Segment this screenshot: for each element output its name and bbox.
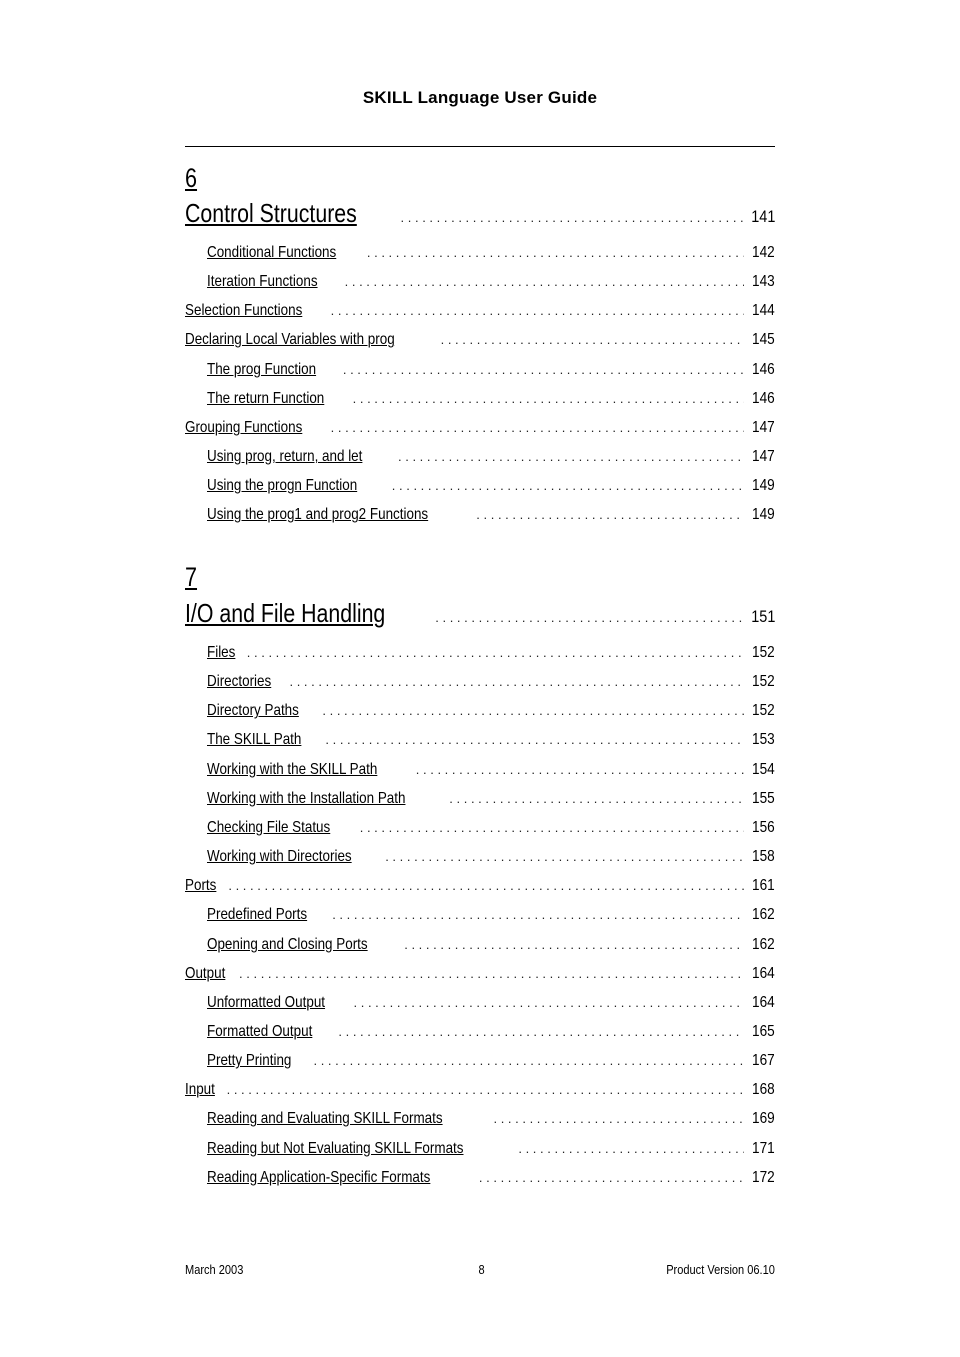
toc-entry-link[interactable]: Ports <box>185 877 217 895</box>
toc-entry-page-number: 164 <box>752 964 775 982</box>
toc-entry-link[interactable]: Working with the Installation Path <box>207 789 406 807</box>
footer-date: March 2003 <box>185 1262 244 1277</box>
toc-entry-page-number: 171 <box>752 1139 775 1157</box>
dot-leader <box>479 1170 744 1185</box>
toc-entry-page-number: 145 <box>752 331 775 349</box>
toc-entry[interactable] <box>185 1081 775 1099</box>
toc-entry-page-number: 152 <box>752 702 775 720</box>
toc-entry[interactable] <box>207 819 775 837</box>
toc-entry[interactable] <box>185 965 775 983</box>
dot-leader <box>331 303 745 318</box>
dot-leader <box>367 245 744 260</box>
dot-leader <box>247 645 745 660</box>
toc-entry[interactable] <box>207 1140 775 1158</box>
footer-product-version: Product Version 06.10 <box>666 1262 775 1277</box>
toc-entry-page-number: 169 <box>752 1110 775 1128</box>
page-header-title: SKILL Language User Guide <box>362 88 598 107</box>
toc-entry[interactable] <box>207 790 775 808</box>
toc-entry-page-number: 165 <box>752 1022 775 1040</box>
toc-entry-link[interactable]: Pretty Printing <box>207 1052 292 1070</box>
toc-entry-page-number: 146 <box>752 389 775 407</box>
toc-entry[interactable] <box>207 448 775 466</box>
toc-entry-page-number: 154 <box>752 760 775 778</box>
toc-entry[interactable] <box>207 906 775 924</box>
toc-entry[interactable] <box>185 331 775 349</box>
toc-entry-link[interactable]: The prog Function <box>207 360 317 378</box>
toc-entry-page-number: 153 <box>752 731 775 749</box>
toc-entry[interactable] <box>207 644 775 662</box>
chapter-title-row[interactable] <box>185 198 775 229</box>
toc-entry-link[interactable]: The return Function <box>207 389 325 407</box>
toc-entry-link[interactable]: Conditional Functions <box>207 244 337 261</box>
toc-entry[interactable] <box>207 1110 775 1128</box>
toc-entry-page-number: 149 <box>752 506 775 524</box>
toc-entry-link[interactable]: Reading but Not Evaluating SKILL Formats <box>207 1139 464 1157</box>
toc-entry[interactable] <box>207 936 775 954</box>
toc-entry[interactable] <box>207 1169 775 1187</box>
toc-entry-page-number: 162 <box>752 906 775 924</box>
chapter-title-link[interactable]: Control Structures <box>185 198 357 228</box>
toc-entry-link[interactable]: Directories <box>207 673 272 691</box>
dot-leader <box>331 420 745 435</box>
toc-entry-link[interactable]: Predefined Ports <box>207 906 308 924</box>
dot-leader <box>313 1053 744 1068</box>
toc-entry-link[interactable]: Input <box>185 1081 215 1099</box>
toc-entry[interactable] <box>207 477 775 495</box>
toc-entry-page-number: 158 <box>752 848 775 866</box>
toc-entry-link[interactable]: Declaring Local Variables with prog <box>185 331 395 349</box>
toc-entry-page-number: 156 <box>752 818 775 836</box>
toc-entry-page-number: 155 <box>752 789 775 807</box>
toc-entry[interactable] <box>207 673 775 691</box>
chapter-title-link[interactable]: I/O and File Handling <box>185 598 386 628</box>
toc-entry[interactable] <box>185 302 775 320</box>
toc-entry-link[interactable]: Reading and Evaluating SKILL Formats <box>207 1110 443 1128</box>
toc-entry[interactable] <box>207 702 775 720</box>
dot-leader <box>435 610 742 625</box>
dot-leader <box>239 966 744 981</box>
toc-entry-page-number: 167 <box>752 1052 775 1070</box>
dot-leader <box>404 937 744 952</box>
dot-leader <box>325 732 744 747</box>
toc-entry-page-number: 147 <box>752 448 775 466</box>
chapter-number[interactable]: 7 <box>185 562 198 592</box>
dot-leader <box>416 762 745 777</box>
dot-leader <box>398 449 744 464</box>
toc-entry-page-number: 172 <box>752 1168 775 1186</box>
toc-entry-link[interactable]: Using the prog1 and prog2 Functions <box>207 506 429 524</box>
toc-entry[interactable] <box>207 506 775 524</box>
page-footer <box>185 1262 775 1280</box>
toc-entry-link[interactable]: Selection Functions <box>185 302 303 320</box>
toc-entry[interactable] <box>207 994 775 1012</box>
dot-leader <box>493 1111 744 1126</box>
toc-entry[interactable] <box>207 848 775 866</box>
toc-entry-link[interactable]: Output <box>185 964 226 982</box>
header-rule <box>185 146 775 147</box>
toc-entry-page-number: 149 <box>752 477 775 495</box>
dot-leader <box>354 995 745 1010</box>
toc-entry-page-number: 147 <box>752 418 775 436</box>
dot-leader <box>322 703 744 718</box>
chapter-page-number: 141 <box>750 207 775 226</box>
dot-leader <box>392 478 745 493</box>
toc-entry-link[interactable]: Working with Directories <box>207 848 352 866</box>
dot-leader <box>401 210 743 225</box>
dot-leader <box>289 674 744 689</box>
toc-entry[interactable] <box>207 731 775 749</box>
dot-leader <box>345 274 745 289</box>
dot-leader <box>360 820 745 835</box>
toc-entry-page-number: 143 <box>752 273 775 291</box>
dot-leader <box>449 791 744 806</box>
dot-leader <box>227 1082 745 1097</box>
toc-entry-page-number: 146 <box>752 360 775 378</box>
toc-entry-page-number: 142 <box>752 244 775 261</box>
chapter-page-number: 151 <box>750 607 775 626</box>
dot-leader <box>338 1024 744 1039</box>
toc-entry-link[interactable]: Formatted Output <box>207 1022 313 1040</box>
toc-entry-link[interactable]: Checking File Status <box>207 818 331 836</box>
toc-entry-page-number: 168 <box>752 1081 775 1099</box>
toc-entry-link[interactable]: Iteration Functions <box>207 273 318 291</box>
chapter-title-row[interactable] <box>185 598 775 629</box>
toc-entry-link[interactable]: Unformatted Output <box>207 993 326 1011</box>
toc-entry-page-number: 152 <box>752 644 775 661</box>
toc-entry-link[interactable]: Using the progn Function <box>207 477 358 495</box>
dot-leader <box>353 391 745 406</box>
toc-entry-link[interactable]: Grouping Functions <box>185 418 303 436</box>
toc-entry-link[interactable]: Reading Application-Specific Formats <box>207 1168 431 1186</box>
toc-entry-page-number: 144 <box>752 302 775 320</box>
toc-entry[interactable] <box>207 390 775 408</box>
footer-page-number: 8 <box>478 1262 485 1277</box>
dot-leader <box>332 907 744 922</box>
dot-leader <box>343 362 744 377</box>
dot-leader <box>441 332 745 347</box>
dot-leader <box>228 878 744 893</box>
toc-entry-page-number: 161 <box>752 877 775 895</box>
toc-entry-link[interactable]: The SKILL Path <box>207 731 302 749</box>
toc-entry[interactable] <box>207 244 775 262</box>
dot-leader <box>518 1141 744 1156</box>
dot-leader <box>385 849 744 864</box>
chapter-number[interactable]: 6 <box>185 163 198 193</box>
toc-entry[interactable] <box>207 1052 775 1070</box>
toc-entry[interactable] <box>185 419 775 437</box>
toc-entry[interactable] <box>207 273 775 291</box>
toc-entry-link[interactable]: Using prog, return, and let <box>207 448 363 466</box>
toc-entry[interactable] <box>207 361 775 379</box>
toc-entry-link[interactable]: Working with the SKILL Path <box>207 760 378 778</box>
toc-entry-link[interactable]: Opening and Closing Ports <box>207 935 368 953</box>
toc-entry[interactable] <box>207 761 775 779</box>
toc-entry-link[interactable]: Files <box>207 644 236 661</box>
dot-leader <box>476 507 744 522</box>
toc-entry-link[interactable]: Directory Paths <box>207 702 299 720</box>
toc-entry-page-number: 152 <box>752 673 775 691</box>
toc-entry[interactable] <box>185 877 775 895</box>
toc-entry-page-number: 162 <box>752 935 775 953</box>
toc-entry-page-number: 164 <box>752 993 775 1011</box>
toc-entry[interactable] <box>207 1023 775 1041</box>
